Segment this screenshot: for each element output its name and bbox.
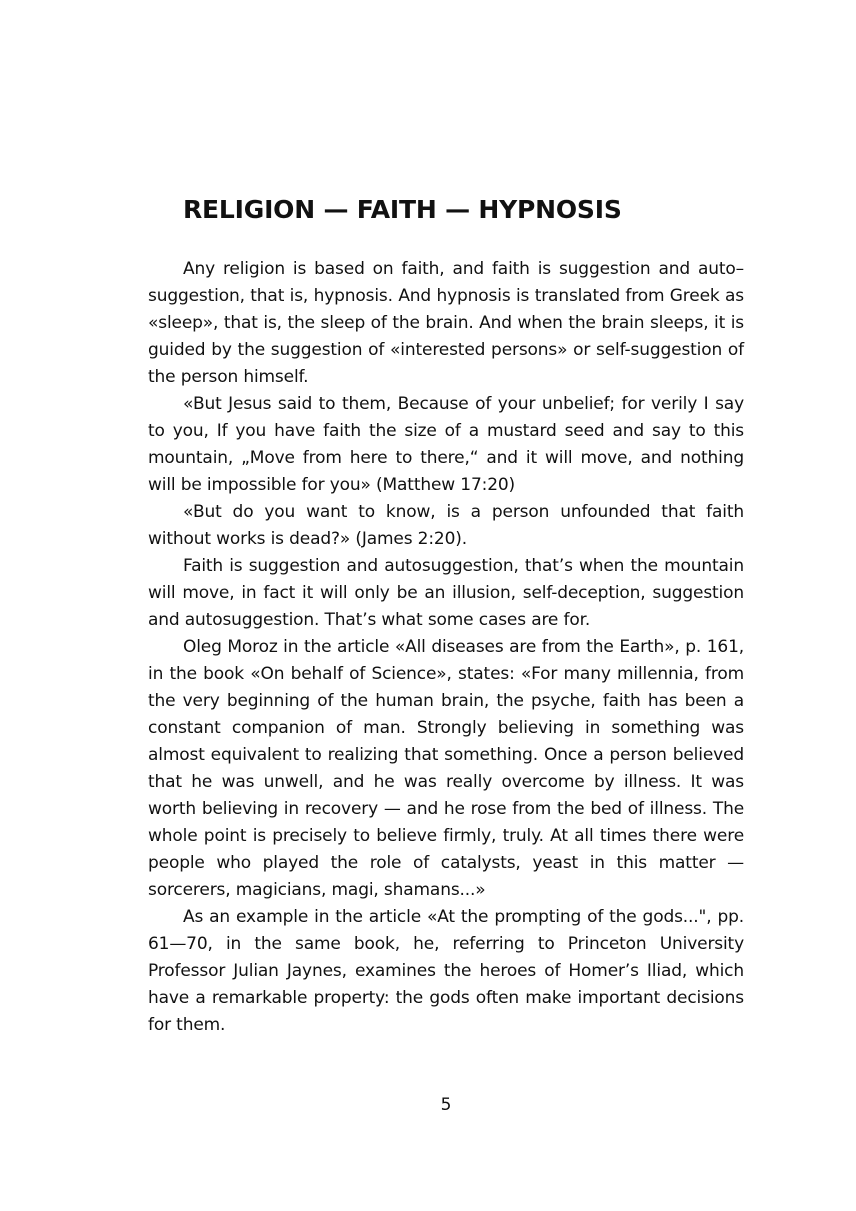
page-title: RELIGION — FAITH — HYPNOSIS: [183, 195, 622, 224]
page-number: 5: [440, 1095, 452, 1115]
paragraph-4: Faith is suggestion and autosuggestion, that’s when the mountain will move, in fact it will only be an illusion, self-deception, suggestion and autosuggestion. That’s what some cases are for.: [148, 556, 744, 630]
paragraph-6: As an example in the article «At the prompting of the gods...", pp. 61—70, in the same book, he, referring to Princeton University Professor Julian Jaynes, examines the heroes of Homer’s Iliad, which have a remarkable property: the gods often make important decisions for them.: [148, 907, 744, 1035]
paragraph-5: Oleg Moroz in the article «All diseases are from the Earth», p. 161, in the book «On behalf of Science», states: «For many millennia, from the very beginning of the human brain, the psyche, faith has been a constant companion of man. Strongly believing in something was almost equivalent to realizing that something. Once a person believed that he was unwell, and he was really overcome by illness. It was worth believing in recovery — and he rose from the bed of illness. The whole point is precisely to believe firmly, truly. At all times there were people who played the role of catalysts, yeast in this matter — sorcerers, magicians, magi, shamans...»: [148, 637, 744, 900]
paragraph-1: Any religion is based on faith, and faith is suggestion and auto–suggestion, that is, hypnosis. And hypnosis is translated from Greek as «sleep», that is, the sleep of the brain. And when the brain sleeps, it is guided by the suggestion of «interested persons» or self-suggestion of the person himself.: [148, 259, 744, 387]
paragraph-3: «But do you want to know, is a person unfounded that faith without works is dead?» (James 2:20).: [148, 502, 744, 549]
body-text: [148, 256, 744, 1039]
paragraph-2: «But Jesus said to them, Because of your unbelief; for verily I say to you, If you have faith the size of a mustard seed and say to this mountain, „Move from here to there,“ and it will move, and nothing will be impossible for you» (Matthew 17:20): [148, 394, 744, 495]
